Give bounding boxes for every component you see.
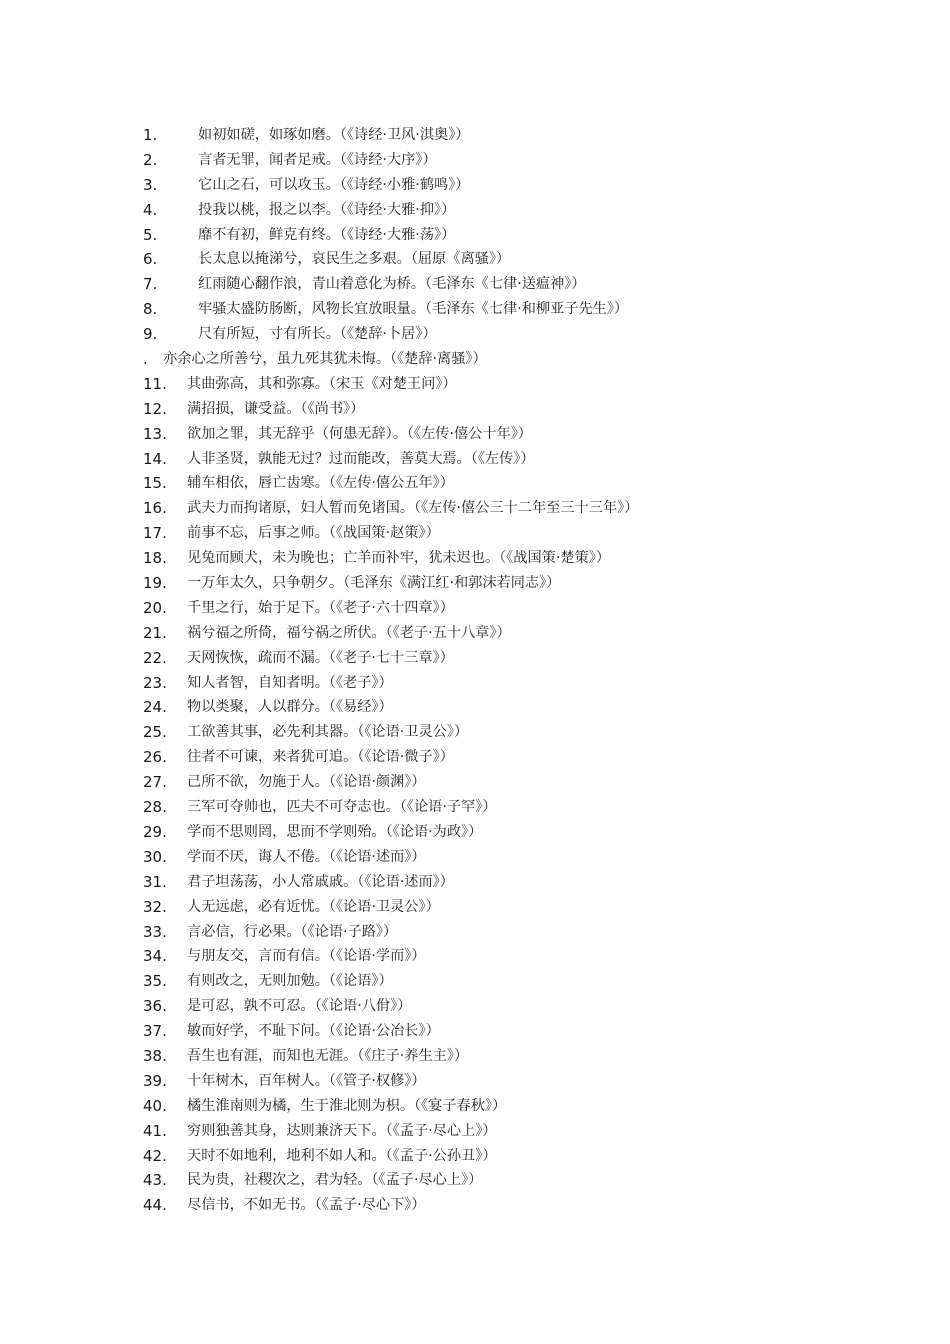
item-number: 37. [143, 1022, 167, 1041]
item-number: 8. [143, 300, 158, 319]
list-item [143, 1044, 923, 1069]
item-number: 3. [143, 175, 158, 194]
item-number: 34. [143, 947, 167, 966]
item-number: 4. [143, 200, 158, 219]
list-item [143, 1019, 923, 1044]
item-number: 17. [143, 524, 167, 543]
list-item [143, 223, 923, 248]
list-item [143, 272, 923, 297]
item-number: 15. [143, 474, 167, 493]
item-text: 有则改之，无则加勉。（《论语》） [187, 973, 393, 990]
item-number: 40. [143, 1096, 167, 1115]
item-number: 1. [143, 126, 158, 144]
item-number: 20. [143, 598, 167, 617]
item-text: 千里之行，始于足下。（《老子·六十四章》） [187, 599, 454, 616]
item-number: 5. [143, 225, 158, 244]
list-item [143, 621, 923, 646]
item-text: 人无远虑，必有近忧。（《论语·卫灵公》） [187, 898, 440, 915]
item-number: 18. [143, 549, 167, 568]
item-number: 35. [143, 972, 167, 991]
item-text: 祸兮福之所倚，福兮祸之所伏。（《老子·五十八章》） [187, 624, 511, 641]
item-text: 红雨随心翻作浪，青山着意化为桥。（毛泽东《七律·送瘟神》） [198, 276, 586, 293]
list-item [143, 870, 923, 895]
item-number: 14. [143, 449, 167, 468]
item-number: 7. [143, 275, 158, 294]
item-text: 学而不思则罔，思而不学则殆。（《论语·为政》） [187, 823, 483, 840]
list-item [143, 173, 923, 198]
item-number: 11. [143, 374, 167, 393]
item-text: 穷则独善其身，达则兼济天下。（《孟子·尽心上》） [187, 1122, 497, 1139]
item-text: 民为贵，社稷次之，君为轻。（《孟子·尽心上》） [187, 1172, 483, 1189]
list-item [143, 1094, 923, 1119]
list-item [143, 546, 923, 571]
list-item [143, 646, 923, 671]
list-item [143, 994, 923, 1019]
item-text: 知人者智，自知者明。（《老子》） [187, 674, 393, 691]
item-number: 28. [143, 798, 167, 817]
list-item [143, 1168, 923, 1193]
list-item [143, 671, 923, 696]
item-number: 25. [143, 723, 167, 742]
list-item [143, 372, 923, 397]
item-text: 欲加之罪，其无辞乎（何患无辞）。（《左传·僖公十年》） [187, 425, 532, 442]
item-number: 13. [143, 424, 167, 443]
item-number: 12. [143, 399, 167, 418]
item-text: 橘生淮南则为橘，生于淮北则为枳。（《宴子春秋》） [187, 1097, 507, 1114]
item-number: 31. [143, 872, 167, 891]
list-item [143, 845, 923, 870]
item-text: 靡不有初，鲜克有终。（《诗经·大雅·荡》） [198, 226, 456, 243]
item-number: 29. [143, 822, 167, 841]
list-item [143, 496, 923, 521]
item-text: 与朋友交，言而有信。（《论语·学而》） [187, 948, 426, 965]
item-text: 工欲善其事，必先利其器。（《论语·卫灵公》） [187, 724, 469, 741]
list-item [143, 920, 923, 945]
item-text: 三军可夺帅也，匹夫不可夺志也。（《论语·子罕》） [187, 799, 497, 816]
item-number: 27. [143, 773, 167, 792]
list-item [143, 745, 923, 770]
list-item [143, 471, 923, 496]
item-text: 十年树木，百年树人。（《管子·权修》） [187, 1072, 426, 1089]
list-item [143, 447, 923, 472]
item-number: 38. [143, 1046, 167, 1065]
item-number: 19. [143, 574, 167, 593]
list-item [143, 1119, 923, 1144]
list-item [143, 322, 923, 347]
list-item [143, 247, 923, 272]
item-number: 22. [143, 648, 167, 667]
list-item [143, 521, 923, 546]
list-item [143, 596, 923, 621]
item-text: 尽信书，不如无书。（《孟子·尽心下》） [187, 1197, 426, 1214]
item-text: 牢骚太盛防肠断，风物长宜放眼量。（毛泽东《七律·和柳亚子先生》） [198, 301, 629, 318]
item-text: 君子坦荡荡，小人常戚戚。（《论语·述而》） [187, 873, 454, 890]
item-text: 是可忍，孰不可忍。（《论语·八佾》） [187, 998, 412, 1015]
item-number: 43. [143, 1171, 167, 1190]
list-item [143, 795, 923, 820]
list-item [143, 944, 923, 969]
quote-list [143, 123, 923, 1218]
item-number: 39. [143, 1071, 167, 1090]
item-number: 36. [143, 997, 167, 1016]
item-number: 2. [143, 150, 158, 169]
item-text: 言必信，行必果。（《论语·子路》） [187, 923, 398, 940]
item-text: 一万年太久，只争朝夕。（毛泽东《满江红·和郭沫若同志》） [187, 575, 561, 592]
item-text: 亦余心之所善兮，虽九死其犹未悔。（《楚辞·离骚》） [163, 351, 487, 368]
item-number: 44. [143, 1196, 167, 1215]
item-text: 己所不欲，勿施于人。（《论语·颜渊》） [187, 774, 426, 791]
item-number: 30. [143, 847, 167, 866]
item-number: . [143, 350, 148, 369]
item-text: 天网恢恢，疏而不漏。（《老子·七十三章》） [187, 649, 454, 666]
list-item [143, 1193, 923, 1218]
item-text: 敏而好学，不耻下问。（《论语·公冶长》） [187, 1023, 440, 1040]
list-item [143, 571, 923, 596]
item-number: 42. [143, 1146, 167, 1165]
item-text: 它山之石，可以攻玉。（《诗经·小雅·鹤鸣》） [198, 176, 470, 193]
item-number: 26. [143, 748, 167, 767]
item-text: 人非圣贤，孰能无过？过而能改，善莫大焉。（《左传》） [187, 450, 535, 467]
item-text: 往者不可谏，来者犹可追。（《论语·微子》） [187, 749, 454, 766]
item-number: 6. [143, 250, 158, 269]
item-number: 9. [143, 325, 158, 344]
list-item [143, 720, 923, 745]
list-item [143, 969, 923, 994]
item-text: 前事不忘，后事之师。（《战国策·赵策》） [187, 525, 440, 542]
item-number: 16. [143, 499, 167, 518]
list-item [143, 148, 923, 173]
item-text: 学而不厌，诲人不倦。（《论语·述而》） [187, 848, 426, 865]
item-number: 24. [143, 698, 167, 717]
list-item [143, 397, 923, 422]
item-number: 21. [143, 623, 167, 642]
item-number: 41. [143, 1121, 167, 1140]
list-item [143, 1069, 923, 1094]
list-item [143, 820, 923, 845]
item-number: 23. [143, 673, 167, 692]
item-text: 如初如磋，如琢如磨。（《诗经·卫风·淇奥》） [198, 127, 470, 143]
list-item [143, 422, 923, 447]
list-item [143, 198, 923, 223]
item-text: 见兔而顾犬，未为晚也；亡羊而补牢，犹未迟也。（《战国策·楚策》） [187, 550, 611, 567]
list-item [143, 895, 923, 920]
item-text: 天时不如地利，地利不如人和。（《孟子·公孙丑》） [187, 1147, 497, 1164]
item-text: 长太息以掩涕兮，哀民生之多艰。（屈原《离骚》） [198, 251, 511, 268]
list-item [143, 123, 923, 148]
item-text: 满招损，谦受益。（《尚书》） [187, 400, 365, 417]
item-text: 投我以桃，报之以李。（《诗经·大雅·抑》） [198, 201, 456, 218]
item-number: 33. [143, 922, 167, 941]
item-text: 物以类聚，人以群分。（《易经》） [187, 699, 393, 716]
item-text: 吾生也有涯，而知也无涯。（《庄子·养生主》） [187, 1047, 469, 1064]
list-item [143, 695, 923, 720]
list-item [143, 770, 923, 795]
item-text: 武夫力而拘诸原，妇人暂而免诸国。（《左传·僖公三十二年至三十三年》） [187, 500, 639, 517]
list-item [143, 347, 923, 372]
list-item [143, 1144, 923, 1169]
item-number: 32. [143, 897, 167, 916]
item-text: 言者无罪，闻者足戒。（《诗经·大序》） [198, 151, 437, 168]
list-item [143, 297, 923, 322]
item-text: 尺有所短，寸有所长。（《楚辞·卜居》） [198, 326, 437, 343]
item-text: 辅车相依，唇亡齿寒。（《左传·僖公五年》） [187, 475, 454, 492]
item-text: 其曲弥高，其和弥寡。（宋玉《对楚王问》） [187, 375, 457, 392]
